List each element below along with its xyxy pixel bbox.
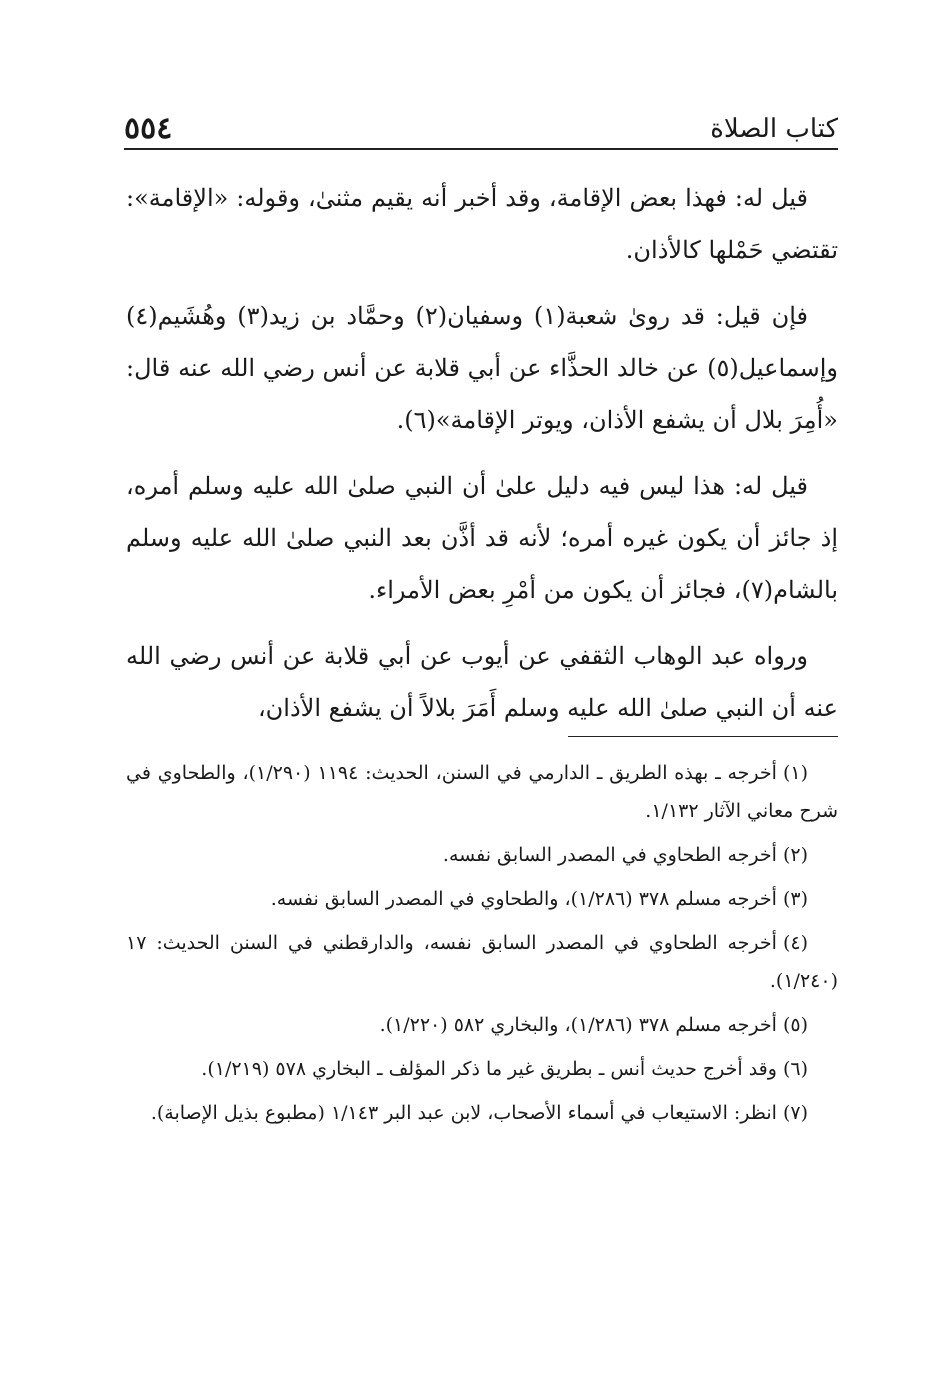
footnote-text: وقد أخرج حديث أنس ـ بطريق غير ما ذكر المؤلف ـ البخاري ٥٧٨ (١/٢١٩). [201,1058,777,1080]
footnote-separator [568,736,838,737]
footnotes [126,754,838,1138]
footnote [126,1050,838,1088]
footnote-text: انظر: الاستيعاب في أسماء الأصحاب، لابن عبد البر ١/١٤٣ (مطبوع بذيل الإصابة). [150,1102,777,1124]
footnote-text: أخرجه الطحاوي في المصدر السابق نفسه. [442,844,777,866]
footnote-text: أخرجه الطحاوي في المصدر السابق نفسه، والدارقطني في السنن الحديث: ١٧ (١/٢٤٠). [126,932,838,992]
footnote-number: (٢) [782,844,808,866]
page-number: ٥٥٤ [124,111,173,146]
footnote-number: (١) [782,762,808,784]
footnote-number: (٧) [782,1102,808,1124]
footnote [126,836,838,874]
main-text [126,172,838,748]
page-header [124,104,838,150]
running-title: كتاب الصلاة [710,114,838,144]
footnote [126,880,838,918]
footnote [126,1006,838,1044]
footnote-number: (٦) [782,1058,808,1080]
body-paragraph: فإن قيل: قد روىٰ شعبة(١) وسفيان(٢) وحمَّاد بن زيد(٣) وهُشَيم(٤) وإسماعيل(٥) عن خالد الحذَّاء عن أبي قلابة عن أنس رضي الله عنه قال: «أُمِرَ بلال أن يشفع الأذان، ويوتر الإقامة»(٦). [126,302,838,434]
body-paragraph: قيل له: هذا ليس فيه دليل علىٰ أن النبي صلىٰ الله عليه وسلم أمره، إذ جائز أن يكون غيره أمره؛ لأنه قد أذَّن بعد النبي صلىٰ الله عليه وسلم بالشام(٧)، فجائز أن يكون من أمْرِ بعض الأمراء. [126,472,838,604]
body-paragraph: قيل له: فهذا بعض الإقامة، وقد أخبر أنه يقيم مثنىٰ، وقوله: «الإقامة»: تقتضي حَمْلها كالأذان. [126,184,838,264]
footnote-text: أخرجه ـ بهذه الطريق ـ الدارمي في السنن، الحديث: ١١٩٤ (١/٢٩٠)، والطحاوي في شرح معاني الآثار ١/١٣٢. [126,762,838,822]
footnote-text: أخرجه مسلم ٣٧٨ (١/٢٨٦)، والبخاري ٥٨٢ (١/٢٢٠). [379,1014,777,1036]
footnote-text: أخرجه مسلم ٣٧٨ (١/٢٨٦)، والطحاوي في المصدر السابق نفسه. [270,888,777,910]
footnote-number: (٤) [782,932,808,954]
footnote [126,1094,838,1132]
footnote-number: (٣) [782,888,808,910]
footnote [126,924,838,1000]
body-paragraph: ورواه عبد الوهاب الثقفي عن أيوب عن أبي قلابة عن أنس رضي الله عنه أن النبي صلىٰ الله عليه وسلم أَمَرَ بلالاً أن يشفع الأذان، [126,642,838,722]
footnote-number: (٥) [782,1014,808,1036]
footnote [126,754,838,830]
